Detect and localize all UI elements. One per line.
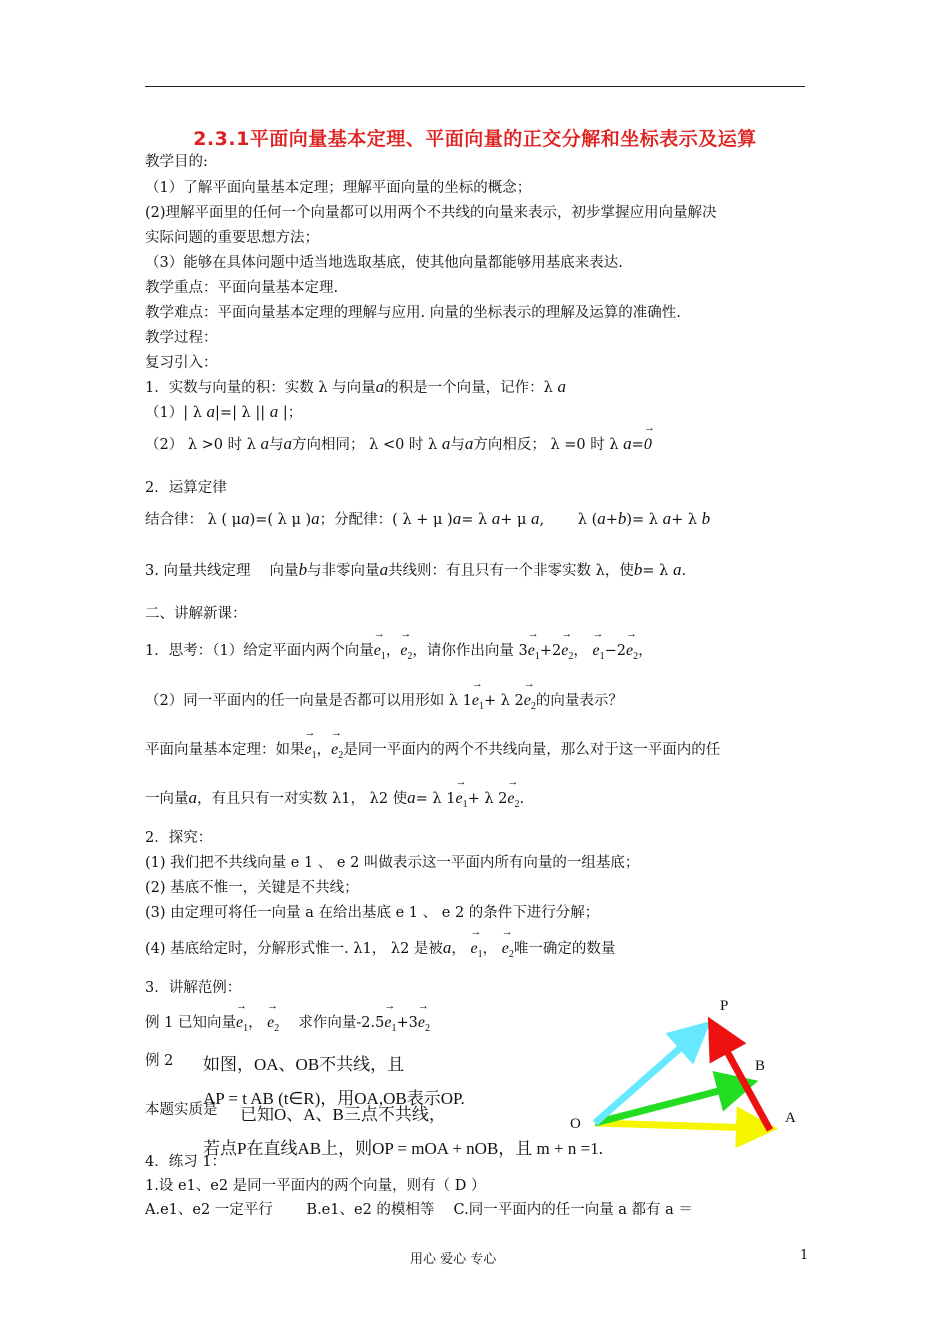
goal-1: （1）了解平面向量基本定理；理解平面向量的坐标的概念；	[145, 180, 532, 196]
examples-heading: 3．讲解范例：	[145, 980, 242, 996]
zero-vector: → 0	[644, 430, 652, 454]
label-o: O	[570, 1116, 581, 1132]
collinear-theorem: 3. 向量共线定理 向量b与非零向量a共线则：有且只有一个非零实数 λ，使b= λ a.	[145, 560, 687, 579]
practice-heading: 4．练习 1：	[145, 1154, 227, 1170]
think-2: （2）同一平面内的任一向量是否都可以用形如 λ $1\to e_1+ \lambda$ $2\to e_2$的向量表示？	[145, 686, 623, 712]
page-number: 1	[800, 1248, 809, 1263]
vector-oa-arrow	[595, 1123, 757, 1128]
difficulty: 教学难点：平面向量基本定理的理解与应用. 向量的坐标表示的理解及运算的准确性.	[145, 305, 681, 321]
footer-slogan: 用心 爱心 专心	[410, 1252, 497, 1267]
vector-ap-arrow	[718, 1035, 770, 1130]
practice-options: A.e1、e2 一定平行 B.e1、e2 的模相等 C.同一平面内的任一向量 a 都有 a ＝	[145, 1202, 693, 1218]
example-2-line-2: AP = t AB (t∈R)，用OA,OB表示OP.	[203, 1089, 465, 1108]
example-2-label: 例 2	[145, 1053, 174, 1069]
goal-2b: 实际问题的重要思想方法；	[145, 230, 319, 246]
review-line-1: 1．实数与向量的积：实数 λ 与向量a的积是一个向量，记作：λ a	[145, 377, 566, 396]
essence-label: 本题实质是	[145, 1102, 218, 1118]
process: 教学过程：	[145, 330, 218, 346]
explore-3: (3) 由定理可将任一向量 a 在给出基底 e 1 、 e 2 的条件下进行分解；	[145, 905, 600, 921]
explore: 2．探究：	[145, 830, 213, 846]
vector-figure	[560, 990, 820, 1150]
explore-2: (2) 基底不惟一，关键是不共线；	[145, 880, 359, 896]
review-line-2: （2） λ >0 时 λ a与a方向相同； λ <0 时 λ a与a方向相反； λ =0 时 λ a=→ 0	[145, 430, 652, 454]
label-a: A	[785, 1110, 796, 1126]
label-b: B	[755, 1058, 766, 1074]
practice-q1: 1.设 e1、e2 是同一平面内的两个向量，则有（ D ）	[145, 1178, 486, 1194]
review: 复习引入：	[145, 355, 218, 371]
header-rule	[145, 86, 805, 87]
basic-theorem-1: 平面向量基本定理：如果→ $e_1$，→ $e_2$是同一平面内的两个不共线向量，那么对于这一平面内的任	[145, 735, 720, 761]
key-point: 教学重点：平面向量基本定理.	[145, 280, 339, 296]
review-line-abs: （1）| λ a|=| λ || a |；	[145, 402, 303, 421]
essence-line-1: 已知O、A、B三点不共线，	[240, 1105, 446, 1124]
explore-1: (1) 我们把不共线向量 e 1 、 e 2 叫做表示这一平面内所有向量的一组基底；	[145, 855, 640, 871]
example-2-line-1: 如图，OA、OB不共线，且	[203, 1055, 405, 1074]
essence-line-2: 若点P在直线AB上，则OP = mOA + nOB，且 m + n =1.	[203, 1139, 603, 1158]
example-1: 例 1 已知向量→ $e_1$， → $e_2$ 求作向量$-2.5\to e_1+3\to e_2$	[145, 1008, 430, 1034]
goal-2a: (2)理解平面里的任何一个向量都可以用两个不共线的向量来表示，初步掌握应用向量解决	[145, 205, 717, 221]
operation-laws: 2．运算定律	[145, 480, 227, 496]
basic-theorem-2: 一向量a，有且只有一对实数 λ1， λ2 使a= λ $1\to e_1+ \lambda$ $2\to e_2$.	[145, 784, 524, 810]
label-p: P	[720, 998, 729, 1014]
explore-4: (4) 基底给定时，分解形式惟一. λ1， λ2 是被a， → $e_1$， → $e_2$唯一确定的数量	[145, 934, 615, 960]
laws-line: 结合律： λ ( μa)=( λ μ )a；分配律：( λ + μ )a= λ a+ μ a, λ (a+b)= λ a+ λ b	[145, 509, 711, 528]
goal-3: （3）能够在具体问题中适当地选取基底，使其他向量都能够用基底来表达.	[145, 255, 623, 271]
page-title: 2.3.1平面向量基本定理、平面向量的正交分解和坐标表示及运算	[193, 128, 757, 150]
goals-heading: 教学目的:	[145, 154, 208, 170]
new-lesson: 二、讲解新课：	[145, 606, 247, 622]
think-1: 1．思考：（1）给定平面内两个向量→ $e_1$，→ $e_2$，请你作出向量 $3\to e_1+2\to e_2$， → $e_1-2\to e_2$，	[145, 636, 653, 662]
